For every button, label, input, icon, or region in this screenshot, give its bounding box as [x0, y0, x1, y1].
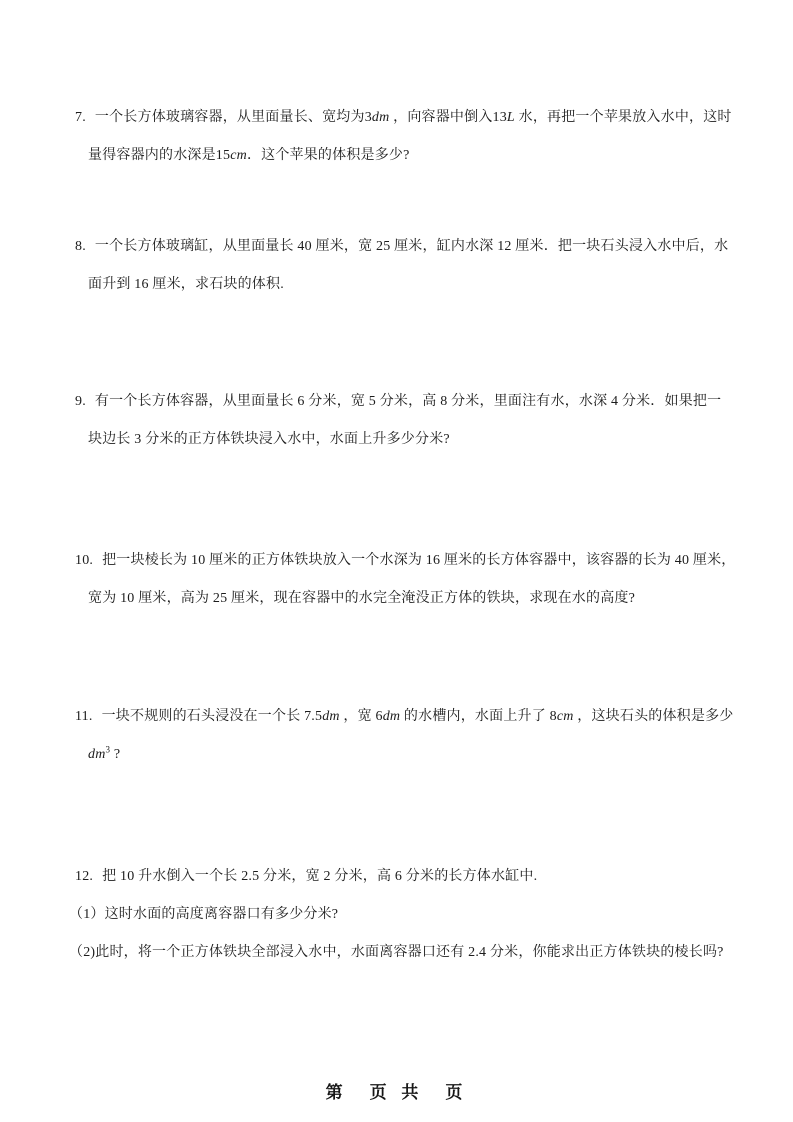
question-7-line-1 [75, 99, 745, 137]
question-text: 一个长方体玻璃缸，从里面量长 40 厘米，宽 25 厘米，缸内水深 12 厘米．把一块石头浸入水中后，水 [94, 239, 729, 254]
question-number: 8. [75, 239, 86, 254]
question-text: 水，再把一个苹果放入水中，这时 [514, 110, 732, 125]
question-7-line-2 [75, 137, 745, 175]
question-text: 一块不规则的石头浸没在一个长 7.5 [101, 709, 323, 724]
question-12 [69, 858, 745, 972]
question-text: ，向容器中倒入13 [389, 110, 507, 125]
question-text: ? [110, 747, 121, 762]
unit-notation: L [506, 110, 515, 125]
question-7 [75, 99, 745, 175]
question-8-line-2 [75, 266, 745, 304]
question-text: 一个长方体玻璃容器，从里面量长、宽均为3 [94, 110, 372, 125]
question-text: 的水槽内，水面上升了 8 [400, 709, 557, 724]
question-text: ，宽 6 [339, 709, 383, 724]
question-8 [75, 228, 745, 304]
question-9 [75, 383, 745, 459]
question-10-line-2 [75, 580, 745, 618]
question-text: ，这块石头的体积是多少 [573, 709, 734, 724]
question-11-line-2 [75, 736, 745, 774]
question-9-line-1 [75, 383, 745, 421]
question-number: 9. [75, 394, 86, 409]
question-text: 把一块棱长为 10 厘米的正方体铁块放入一个水深为 16 厘米的长方体容器中，该容器的长为 40 厘米， [102, 553, 736, 568]
question-text: 宽为 10 厘米，高为 25 厘米，现在容器中的水完全淹没正方体的铁块，求现在水的高度? [88, 591, 636, 606]
question-number: 11. [75, 709, 93, 724]
question-text: 有一个长方体容器，从里面量长 6 分米，宽 5 分米，高 8 分米，里面注有水，水深 4 分米．如果把一 [94, 394, 722, 409]
question-text: （2)此时，将一个正方体铁块全部浸入水中，水面离容器口还有 2.4 分米，你能求出正方体铁块的棱长吗? [69, 945, 724, 960]
question-number: 12. [75, 869, 94, 884]
unit-notation: cm [230, 148, 247, 163]
page-footer [0, 1078, 793, 1103]
question-text: （1）这时水面的高度离容器口有多少分米? [69, 907, 339, 922]
question-12-line-3 [69, 934, 745, 972]
question-11 [75, 698, 745, 774]
question-8-line-1 [75, 228, 745, 266]
unit-notation: dm [382, 709, 401, 724]
question-10-line-1 [75, 542, 745, 580]
unit-notation: dm [371, 110, 390, 125]
question-12-line-2 [69, 896, 745, 934]
unit-notation: 3 [105, 744, 111, 755]
question-text: 块边长 3 分米的正方体铁块浸入水中，水面上升多少分米? [88, 432, 450, 447]
question-9-line-2 [75, 421, 745, 459]
question-11-line-1 [75, 698, 745, 736]
unit-notation: dm [322, 709, 340, 724]
unit-notation: dm [88, 747, 106, 762]
question-text: ．这个苹果的体积是多少? [246, 148, 410, 163]
question-text: 量得容器内的水深是15 [88, 148, 231, 163]
question-text: 把 10 升水倒入一个长 2.5 分米，宽 2 分米，高 6 分米的长方体水缸中. [102, 869, 538, 884]
question-number: 10. [75, 553, 94, 568]
question-number: 7. [75, 110, 86, 125]
unit-notation: cm [556, 709, 574, 724]
question-10 [75, 542, 745, 618]
footer-text: 第 页 共 页 [325, 1083, 468, 1102]
question-text: 面升到 16 厘米，求石块的体积. [88, 277, 284, 292]
question-12-line-1 [75, 858, 745, 896]
